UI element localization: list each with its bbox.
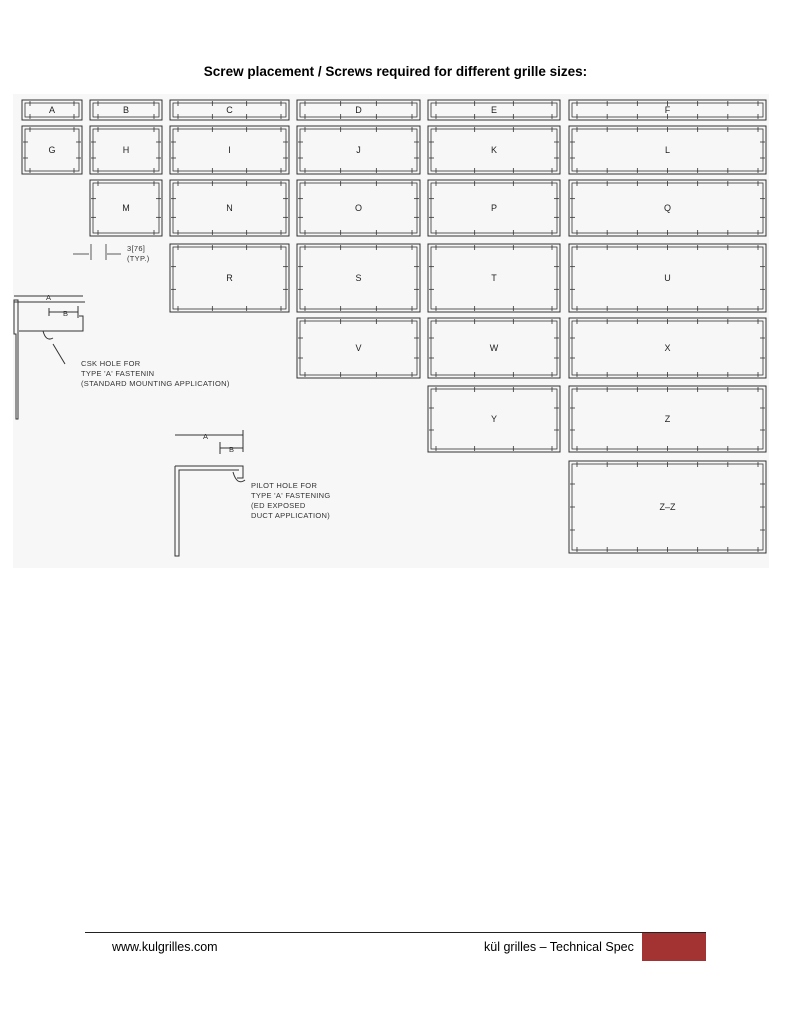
footer-divider xyxy=(85,932,706,933)
grille-box xyxy=(170,180,289,236)
grille-label: T xyxy=(491,273,497,283)
detail-1-note xyxy=(81,359,230,388)
detail-2-dim-b: B xyxy=(229,445,235,454)
grille-label: M xyxy=(122,203,130,213)
grille-label: C xyxy=(226,105,233,115)
detail-1-dim-b: B xyxy=(63,309,69,318)
grille-box xyxy=(569,244,766,312)
detail-1-note-line: CSK HOLE FOR xyxy=(81,359,141,368)
screw-placement-drawing xyxy=(13,94,769,568)
grille-label: U xyxy=(664,273,671,283)
spacing-typ: (TYP.) xyxy=(127,254,150,263)
grille-box xyxy=(569,100,766,120)
grille-box xyxy=(22,126,82,174)
grille-box xyxy=(428,126,560,174)
grille-label: E xyxy=(490,105,498,115)
grille-box xyxy=(297,244,420,312)
page-title: Screw placement / Screws required for different grille sizes: xyxy=(203,64,588,79)
grille-box xyxy=(90,126,162,174)
grille-label: I xyxy=(228,145,231,155)
grille-label: V xyxy=(355,343,362,353)
detail-1-note-line: (STANDARD MOUNTING APPLICATION) xyxy=(81,379,230,388)
grille-box xyxy=(90,180,162,236)
grille-label: Q xyxy=(663,203,672,213)
detail-2-profile xyxy=(175,430,245,556)
grille-box xyxy=(297,318,420,378)
detail-2-note xyxy=(251,481,331,520)
detail-1-dim-a: A xyxy=(46,293,52,302)
grille-box xyxy=(569,318,766,378)
grille-label: Z xyxy=(664,414,671,424)
grille-label: N xyxy=(226,203,233,213)
spacing-value: 3[76] xyxy=(127,244,146,253)
grille-label: L xyxy=(664,145,671,155)
grille-box xyxy=(569,180,766,236)
grille-box xyxy=(569,461,766,553)
grille-label: Z–Z xyxy=(659,502,676,512)
grille-label: B xyxy=(122,105,130,115)
detail-2-note-line: TYPE 'A' FASTENING xyxy=(251,491,331,500)
grille-box xyxy=(170,244,289,312)
grille-box xyxy=(428,386,560,452)
detail-1-note-line: TYPE 'A' FASTENIN xyxy=(81,369,155,378)
detail-2-dim-a: A xyxy=(203,432,209,441)
grille-boxes xyxy=(22,100,766,553)
grille-label: J xyxy=(356,145,361,155)
grille-box xyxy=(297,100,420,120)
grille-label: R xyxy=(226,273,233,283)
grille-box xyxy=(569,126,766,174)
footer-website: www.kulgrilles.com xyxy=(112,940,218,954)
detail-2-note-line: PILOT HOLE FOR xyxy=(251,481,318,490)
grille-label: F xyxy=(664,105,671,115)
grille-box xyxy=(428,100,560,120)
grille-label: X xyxy=(664,343,671,353)
grille-label: W xyxy=(489,343,499,353)
grille-label: S xyxy=(355,273,362,283)
grille-box xyxy=(22,100,82,120)
grille-label: P xyxy=(490,203,498,213)
grille-label: G xyxy=(48,145,56,155)
grille-box xyxy=(428,318,560,378)
grille-label: O xyxy=(354,203,363,213)
spacing-dimension xyxy=(73,244,121,260)
grille-box xyxy=(170,100,289,120)
footer-accent-block xyxy=(642,933,706,961)
footer-title: kül grilles – Technical Spec xyxy=(484,940,634,954)
detail-2-note-line: DUCT APPLICATION) xyxy=(251,511,331,520)
grille-box xyxy=(428,244,560,312)
grille-box xyxy=(297,126,420,174)
grille-box xyxy=(297,180,420,236)
detail-1-profile xyxy=(14,296,85,419)
grille-label: D xyxy=(355,105,362,115)
grille-box xyxy=(569,386,766,452)
grille-label: K xyxy=(490,145,498,155)
grille-label: Y xyxy=(490,414,498,424)
grille-box xyxy=(90,100,162,120)
grille-box xyxy=(428,180,560,236)
grille-label: H xyxy=(122,145,130,155)
grille-label: A xyxy=(48,105,56,115)
grille-diagram xyxy=(13,94,769,568)
grille-box xyxy=(170,126,289,174)
detail-2-note-line: (ED EXPOSED xyxy=(251,501,306,510)
